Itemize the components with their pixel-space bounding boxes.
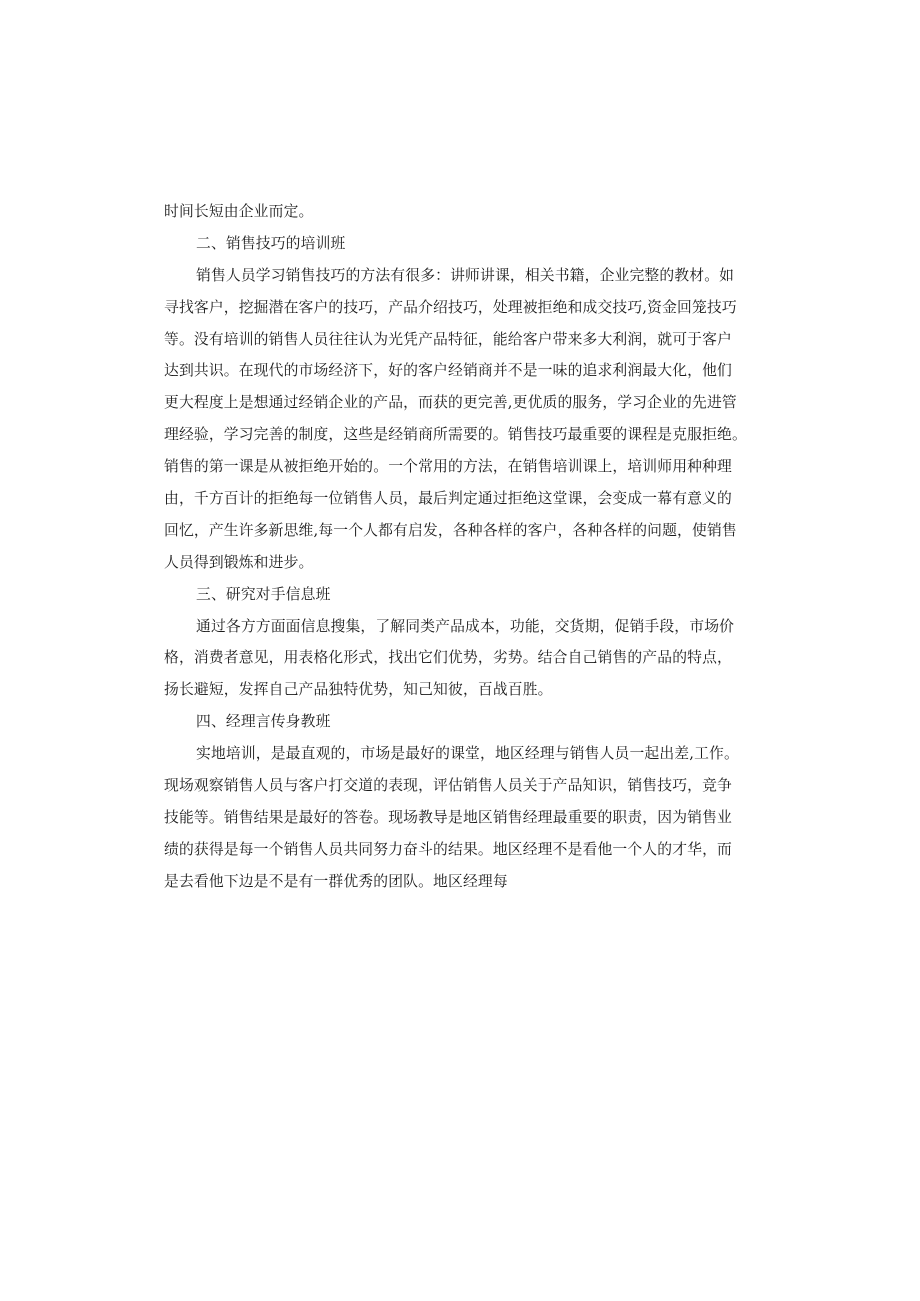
section-heading-competitor-research: 三、研究对手信息班 bbox=[196, 585, 331, 603]
text-line: 达到共识。在现代的市场经济下，好的客户经销商并不是一味的追求利润最大化，他们 bbox=[164, 362, 732, 380]
document-body bbox=[164, 196, 764, 898]
text-line: 等。没有培训的销售人员往往认为光凭产品特征，能给客户带来多大利润，就可于客户 bbox=[164, 330, 732, 348]
text-line: 现场观察销售人员与客户打交道的表现，评估销售人员关于产品知识，销售技巧，竞争 bbox=[164, 777, 732, 795]
text-line: 是去看他下边是不是有一群优秀的团队。地区经理每 bbox=[164, 872, 508, 890]
text-line: 人员得到锻炼和进步。 bbox=[164, 553, 314, 571]
section-heading-manager-coaching: 四、经理言传身教班 bbox=[196, 713, 331, 731]
section-heading-sales-skills: 二、销售技巧的培训班 bbox=[196, 234, 346, 252]
text-line: 时间长短由企业而定。 bbox=[164, 203, 314, 220]
text-line: 格，消费者意见，用表格化形式，找出它们优势，劣势。结合自己销售的产品的特点， bbox=[164, 649, 732, 667]
text-line: 回忆，产生许多新思维,每一个人都有启发，各种各样的客户，各种各样的问题，使销售 bbox=[164, 521, 737, 539]
text-line: 理经验，学习完善的制度，这些是经销商所需要的。销售技巧最重要的课程是克服拒绝。 bbox=[164, 426, 747, 444]
text-line: 由，千方百计的拒绝每一位销售人员，最后判定通过拒绝这堂课，会变成一幕有意义的 bbox=[164, 490, 732, 508]
text-line: 销售人员学习销售技巧的方法有很多：讲师讲课，相关书籍，企业完整的教材。如 bbox=[196, 266, 735, 284]
text-line: 更大程度上是想通过经销企业的产品，而获的更完善,更优质的服务，学习企业的先进管 bbox=[164, 394, 737, 412]
text-line: 技能等。销售结果是最好的答卷。现场教导是地区销售经理最重要的职责，因为销售业 bbox=[164, 808, 732, 826]
text-line: 实地培训，是最直观的，市场是最好的课堂，地区经理与销售人员一起出差,工作。 bbox=[196, 745, 739, 763]
text-line: 绩的获得是每一个销售人员共同努力奋斗的结果。地区经理不是看他一个人的才华，而 bbox=[164, 840, 732, 858]
text-line: 寻找客户，挖掘潜在客户的技巧，产品介绍技巧，处理被拒绝和成交技巧,资金回笼技巧 bbox=[164, 298, 737, 316]
text-line: 销售的第一课是从被拒绝开始的。一个常用的方法，在销售培训课上，培训师用种种理 bbox=[164, 458, 732, 476]
text-line: 扬长避短，发挥自己产品独特优势，知己知彼，百战百胜。 bbox=[164, 681, 553, 699]
text-line: 通过各方方面面信息搜集，了解同类产品成本，功能，交货期，促销手段，市场价 bbox=[196, 617, 735, 635]
